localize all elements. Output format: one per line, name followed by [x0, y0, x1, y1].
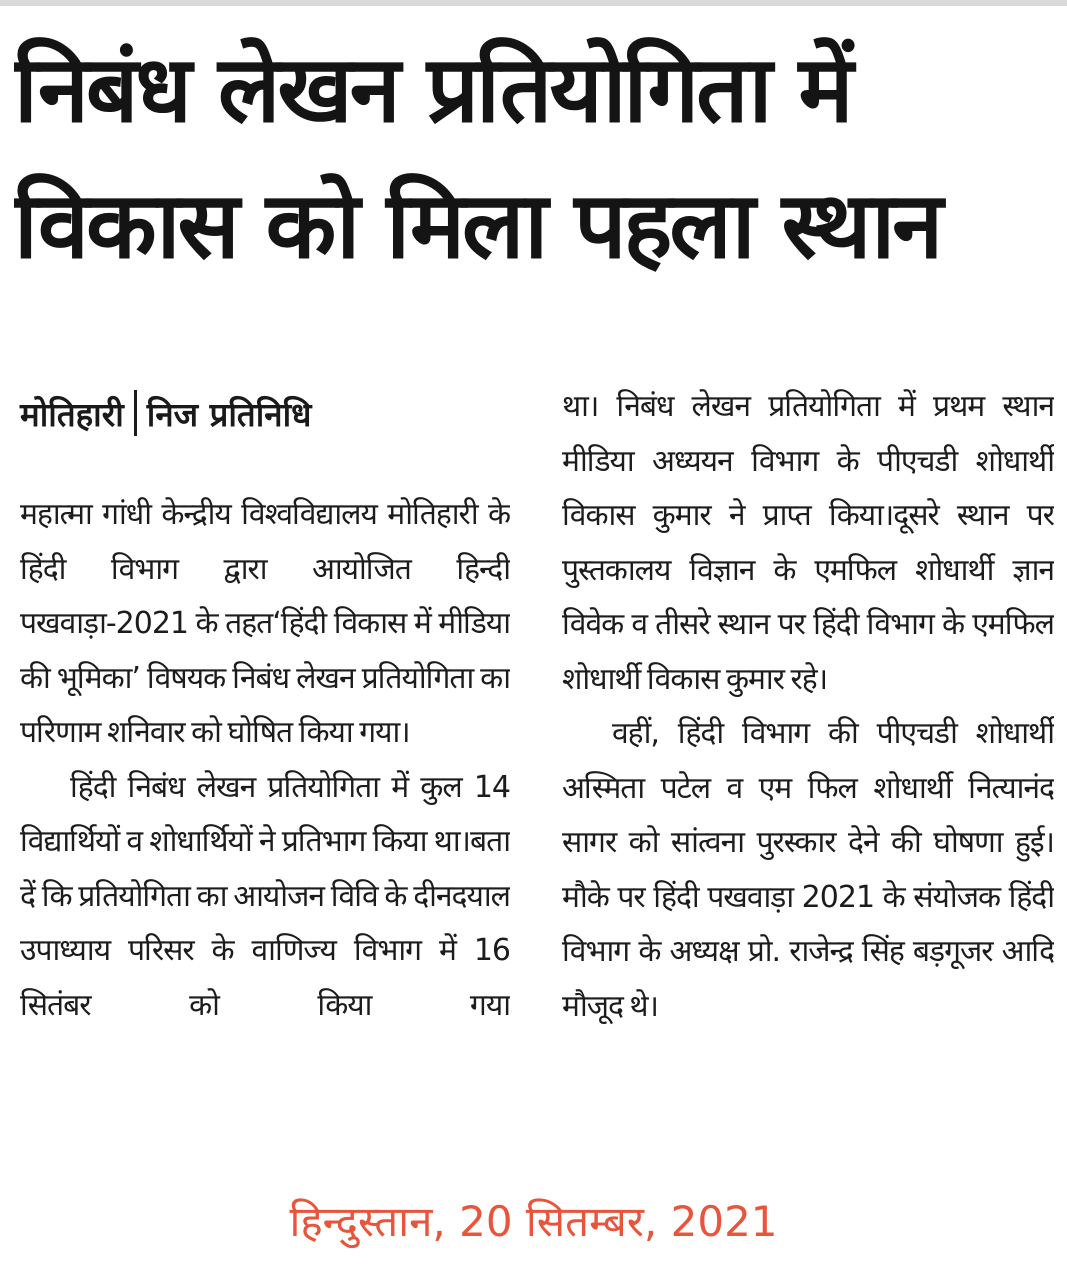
- headline: [14, 22, 1054, 294]
- byline: [20, 388, 311, 438]
- article-paragraph-right-1: था। निबंध लेखन प्रतियोगिता में प्रथम स्थान मीडिया अध्ययन विभाग के पीएचडी शोधार्थी विकास कुमार ने प्राप्त किया।दूसरे स्थान पर पुस्तकालय विज्ञान के एमफिल शोधार्थी ज्ञान विवेक व तीसरे स्थान पर हिंदी विभाग के एमफिल शोधार्थी विकास कुमार रहे।: [562, 389, 1054, 697]
- byline-reporter: निज प्रतिनिधि: [146, 394, 312, 434]
- article-paragraph-right-2: वहीं, हिंदी विभाग की पीएचडी शोधार्थी अस्मिता पटेल व एम फिल शोधार्थी नित्यानंद सागर को सांत्वना पुरस्कार देने की घोषणा हुई। मौके पर हिंदी पखवाड़ा 2021 के संयोजक हिंदी विभाग के अध्यक्ष प्रो. राजेन्द्र सिंह बड़गूजर आदि मौजूद थे।: [562, 716, 1054, 1024]
- source-caption: हिन्दुस्तान, 20 सितम्बर, 2021: [289, 1197, 778, 1246]
- headline-line-2: विकास को मिला पहला स्थान: [14, 172, 941, 279]
- headline-line-1: निबंध लेखन प्रतियोगिता में: [14, 36, 851, 143]
- byline-divider: [134, 390, 137, 436]
- article-column-right: [562, 380, 1054, 1170]
- article-paragraph-left-2: हिंदी निबंध लेखन प्रतियोगिता में कुल 14 विद्यार्थियों व शोधार्थियों ने प्रतिभाग किया था।बता दें कि प्रतियोगिता का आयोजन विवि के दीनदयाल उपाध्याय परिसर के वाणिज्य विभाग में 16 सितंबर को किया गया: [20, 769, 510, 1023]
- article-paragraph-left-1: महात्मा गांधी केन्द्रीय विश्वविद्यालय मोतिहारी के हिंदी विभाग द्वारा आयोजित हिन्दी पखवाड़ा-2021 के तहत‘हिंदी विकास में मीडिया की भूमिका’ विषयक निबंध लेखन प्रतियोगिता का परिणाम शनिवार को घोषित किया गया।: [20, 497, 510, 750]
- article-column-left: [20, 488, 510, 1168]
- byline-place: मोतिहारी: [20, 394, 124, 434]
- top-border-strip: [0, 0, 1067, 6]
